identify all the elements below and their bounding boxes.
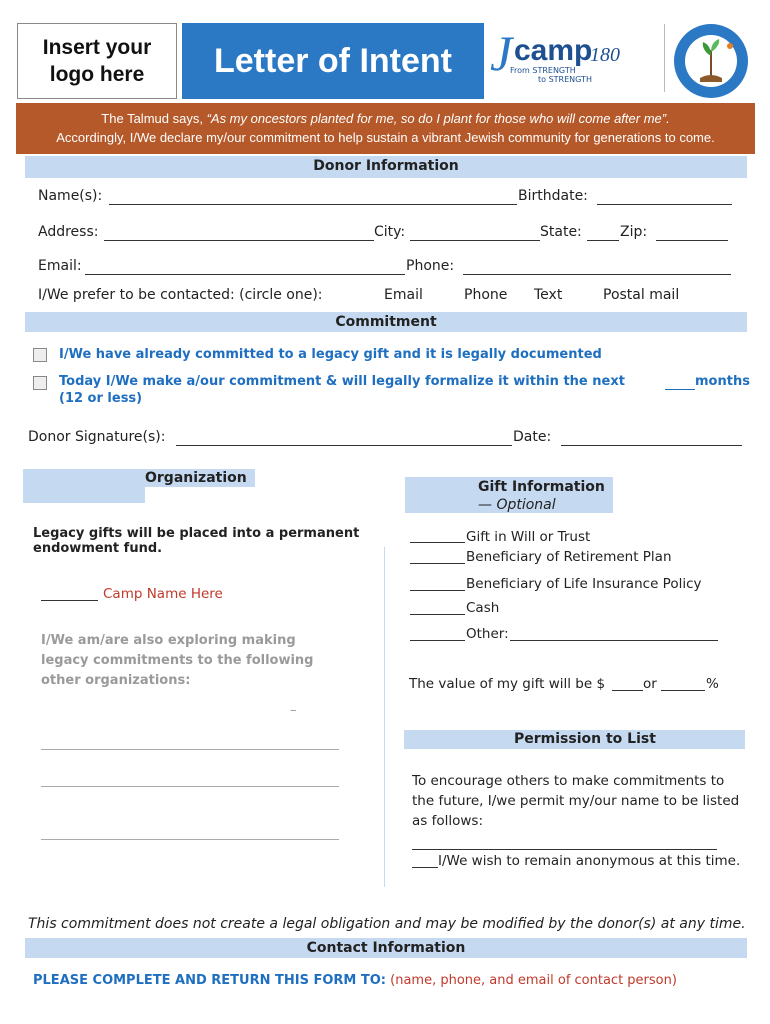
legacy-gifts-note: Legacy gifts will be placed into a permanent endowment fund. <box>33 526 360 556</box>
jcamp-logo <box>490 25 635 88</box>
gift-value-or: or <box>643 676 657 692</box>
zip-label: Zip: <box>620 224 648 240</box>
gift-info-heading: Gift Information <box>478 479 605 495</box>
exploring-line1: I/We am/are also exploring making <box>41 633 296 648</box>
state-field[interactable] <box>587 222 619 241</box>
organization-heading-bar-left <box>23 469 145 503</box>
months-limit-note: (12 or less) <box>59 391 143 406</box>
months-label: months <box>695 374 750 389</box>
gift-other-label: Other: <box>466 626 509 642</box>
gift-life-insurance-label: Beneficiary of Life Insurance Policy <box>466 576 702 592</box>
gift-cash-label: Cash <box>466 600 500 616</box>
other-org-field-1[interactable] <box>41 749 339 750</box>
gift-value-percent-sign: % <box>706 676 719 692</box>
header-divider <box>664 24 665 92</box>
logo-placeholder <box>17 23 177 99</box>
already-committed-checkbox[interactable] <box>33 348 47 362</box>
talmud-banner <box>16 103 755 154</box>
contact-option-email[interactable]: Email <box>384 287 423 303</box>
city-field[interactable] <box>410 222 540 241</box>
gift-cash-field[interactable] <box>410 602 465 615</box>
gift-info-optional: — Optional <box>478 497 556 513</box>
gift-other-field[interactable] <box>410 628 465 641</box>
organization-heading: Organization <box>145 469 255 487</box>
signature-field[interactable] <box>176 427 512 446</box>
birthdate-label: Birthdate: <box>518 188 588 204</box>
phone-field[interactable] <box>463 256 731 275</box>
months-field[interactable] <box>665 374 695 390</box>
contact-option-postal-mail[interactable]: Postal mail <box>603 287 680 303</box>
permission-line3: as follows: <box>412 813 483 829</box>
commitment-heading: Commitment <box>25 312 747 332</box>
contact-option-text[interactable]: Text <box>534 287 563 303</box>
email-label: Email: <box>38 258 82 274</box>
donor-info-heading: Donor Information <box>25 156 747 178</box>
return-instructions <box>33 973 677 988</box>
permission-heading: Permission to List <box>404 730 745 749</box>
gift-value-percent-field[interactable] <box>661 676 705 691</box>
signature-label: Donor Signature(s): <box>28 429 166 445</box>
commit-today-label: Today I/We make a/our commitment & will legally formalize it within the next <box>59 374 625 389</box>
other-org-field-3[interactable] <box>41 839 339 840</box>
permission-line2: the future, I/we permit my/our name to be listed <box>412 793 740 809</box>
jcamp-logo-tag2: to STRENGTH <box>538 75 592 84</box>
address-field[interactable] <box>104 222 374 241</box>
phone-label: Phone: <box>406 258 455 274</box>
address-label: Address: <box>38 224 99 240</box>
already-committed-label: I/We have already committed to a legacy gift and it is legally documented <box>59 347 602 362</box>
disclaimer: This commitment does not create a legal obligation and may be modified by the donor(s) at any time. <box>28 916 746 932</box>
gift-will-trust-label: Gift in Will or Trust <box>466 529 591 545</box>
gift-will-trust-field[interactable] <box>410 530 465 543</box>
camp-name-field[interactable] <box>41 586 98 601</box>
gift-retirement-field[interactable] <box>410 551 465 564</box>
contact-preference-label: I/We prefer to be contacted: (circle one): <box>38 287 323 303</box>
camp-name: Camp Name Here <box>103 586 223 602</box>
org-dash: – <box>290 703 297 718</box>
contact-info-heading: Contact Information <box>25 938 747 958</box>
contact-option-phone[interactable]: Phone <box>464 287 508 303</box>
gift-life-insurance-field[interactable] <box>410 578 465 591</box>
logo-placeholder-line2: logo here <box>49 63 145 86</box>
anonymous-label: I/We wish to remain anonymous at this time. <box>438 853 741 869</box>
jcamp-logo-tag1: From STRENGTH <box>510 66 576 75</box>
jcamp-logo-number: 180 <box>590 44 620 66</box>
banner-line1-prefix: The Talmud says, <box>101 111 207 126</box>
other-org-field-2[interactable] <box>41 786 339 787</box>
zip-field[interactable] <box>656 222 728 241</box>
date-field[interactable] <box>561 427 742 446</box>
state-label: State: <box>540 224 582 240</box>
banner-quote: “As my oncestors planted for me, so do I plant for those who will come after me”. <box>206 111 670 126</box>
gift-value-label: The value of my gift will be $ <box>409 676 606 692</box>
column-divider <box>384 547 385 887</box>
gift-retirement-label: Beneficiary of Retirement Plan <box>466 549 672 565</box>
exploring-line2: legacy commitments to the following <box>41 653 314 668</box>
return-label: PLEASE COMPLETE AND RETURN THIS FORM TO: <box>33 973 386 988</box>
page-title: Letter of Intent <box>182 23 484 99</box>
listing-name-field[interactable] <box>412 835 717 850</box>
names-label: Name(s): <box>38 188 103 204</box>
jcamp-logo-j: J <box>490 25 513 81</box>
logo-placeholder-line1: Insert your <box>42 36 152 59</box>
names-field[interactable] <box>109 186 517 205</box>
gift-value-dollar-field[interactable] <box>612 676 643 691</box>
birthdate-field[interactable] <box>597 186 732 205</box>
return-detail: (name, phone, and email of contact person) <box>390 973 677 988</box>
city-label: City: <box>374 224 406 240</box>
email-field[interactable] <box>85 256 405 275</box>
permission-line1: To encourage others to make commitments to <box>412 773 725 789</box>
anonymous-field[interactable] <box>412 853 438 868</box>
jcamp-logo-camp: camp <box>514 34 593 67</box>
date-label: Date: <box>513 429 552 445</box>
exploring-line3: other organizations: <box>41 673 191 688</box>
permission-text <box>412 771 739 831</box>
exploring-other-orgs-note <box>41 631 314 691</box>
banner-line2: Accordingly, I/We declare my/our commitment to help sustain a vibrant Jewish community for generations to come. <box>56 130 715 145</box>
endowment-seal-icon <box>672 22 750 100</box>
gift-other-detail-field[interactable] <box>510 628 718 641</box>
commit-today-checkbox[interactable] <box>33 376 47 390</box>
